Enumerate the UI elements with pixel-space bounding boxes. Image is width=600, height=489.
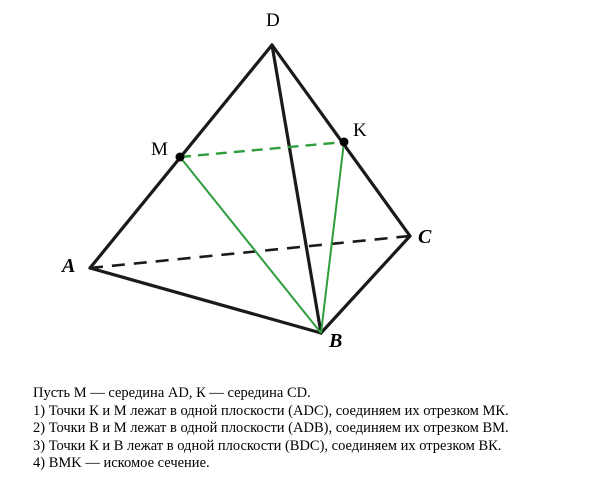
solution-line-1: 1) Точки К и М лежат в одной плоскости (ADC), соединяем их отрезком МК. — [33, 402, 509, 419]
edge-AB — [90, 268, 321, 333]
solution-line-2: 2) Точки B и М лежат в одной плоскости (ADB), соединяем их отрезком BМ. — [33, 420, 509, 436]
label-M: M — [151, 139, 168, 160]
edge-BC — [321, 236, 410, 333]
label-K: K — [353, 120, 367, 141]
section-KB — [321, 142, 344, 333]
solution-line-3: 3) Точки К и B лежат в одной плоскости (BDC), соединяем их отрезком BК. — [33, 437, 502, 454]
edge-DB — [272, 45, 321, 333]
solution-line-0: Пусть М — середина АD, К — середина СD. — [33, 385, 311, 401]
section-MB — [180, 157, 321, 333]
point-M — [176, 153, 185, 162]
solution-text — [33, 385, 593, 473]
section-MK-dashed — [180, 142, 344, 157]
edge-AC-hidden — [90, 236, 410, 268]
point-K — [340, 138, 349, 147]
solution-line-4: 4) BMK — искомое сечение. — [33, 455, 210, 471]
label-C: C — [418, 226, 432, 248]
label-A: A — [62, 255, 76, 277]
label-B: B — [329, 330, 343, 352]
label-D: D — [266, 10, 280, 31]
